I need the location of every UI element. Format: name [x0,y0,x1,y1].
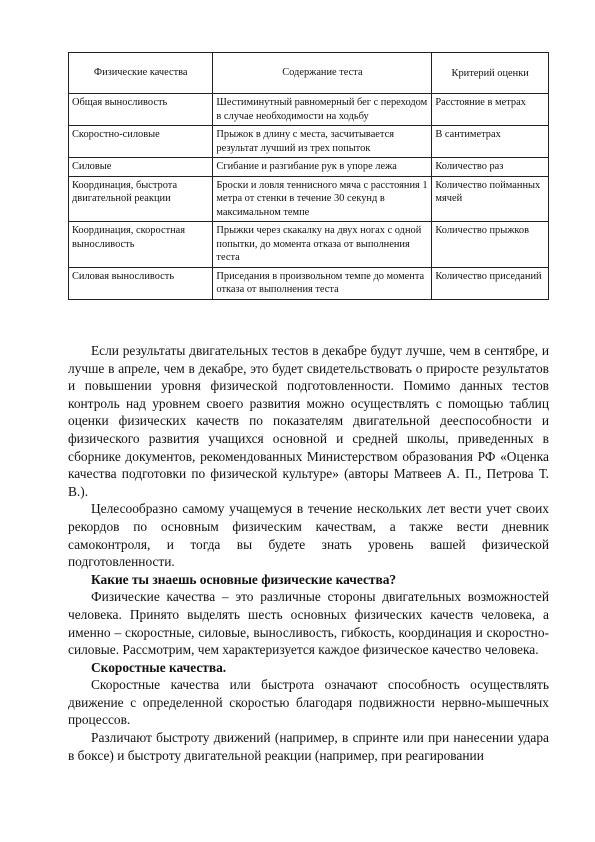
cell-test-content: Прыжок в длину с места, засчитывается результат лучший из трех попыток [213,126,432,158]
table-row [69,94,549,126]
body-text [68,342,549,764]
cell-quality: Координация, скоростная выносливость [69,222,213,268]
cell-test-content: Шестиминутный равномерный бег с переходом в случае необходимости на ходьбу [213,94,432,126]
paragraph: Различают быстроту движений (например, в спринте или при нанесении удара в боксе) и быстроту двигательной реакции (например, при реагировании [68,730,549,763]
cell-criterion: Расстояние в метрах [432,94,549,126]
paragraph: Физические качества – это различные стороны двигательных возможностей человека. Принято выделять шесть основных физических качеств человека, а именно – скоростные, силовые, выносливость, гибкость, координация и скоростно-силовые. Рассмотрим, чем характеризуется каждое физическое качество человека. [68,589,549,658]
cell-quality: Общая выносливость [69,94,213,126]
paragraph: Целесообразно самому учащемуся в течение нескольких лет вести учет своих рекордов по основным физическим качествам, а также вести дневник самоконтроля, и тогда вы будете знать уровень вашей физической подготовленности. [68,501,549,570]
cell-quality: Силовые [69,158,213,177]
paragraph: Если результаты двигательных тестов в декабре будут лучше, чем в сентябре, и лучше в апреле, чем в декабре, это будет свидетельствовать о приросте результатов и повышении уровня физической подготовленности. Помимо данных тестов контроль над уровнем своего развития можно осуществлять с помощью таблиц оценки физических качеств по показателям двигательной дееспособности и физического развития учащихся основной и средней школы, приведенных в сборнике документов, рекомендованных Министерством образования РФ «Оценка качества подготовки по физической культуре» (авторы Матвеев А. П., Петрова Т. В.). [68,343,549,499]
cell-test-content: Прыжки через скакалку на двух ногах с одной попытки, до момента отказа от выполнения теста [213,222,432,268]
section-heading: Скоростные качества. [91,659,227,675]
table-row [69,222,549,268]
table-row [69,158,549,177]
header-qualities: Физические качества [69,53,213,94]
cell-test-content: Приседания в произвольном темпе до момента отказа от выполнения теста [213,267,432,299]
table-row [69,176,549,222]
cell-quality: Скоростно-силовые [69,126,213,158]
cell-test-content: Сгибание и разгибание рук в упоре лежа [213,158,432,177]
cell-criterion: Количество прыжков [432,222,549,268]
header-test-content: Содержание теста [213,53,432,94]
cell-criterion: В сантиметрах [432,126,549,158]
tests-table [68,52,549,300]
cell-criterion: Количество раз [432,158,549,177]
cell-criterion: Количество приседаний [432,267,549,299]
section-heading: Какие ты знаешь основные физические качества? [91,571,397,587]
table-row [69,267,549,299]
cell-criterion: Количество пойманных мячей [432,176,549,222]
paragraph: Скоростные качества или быстрота означают способность осуществлять движение с определенной скоростью благодаря подвижности нервно-мышечных процессов. [68,677,549,728]
table-header-row [69,53,549,94]
cell-quality: Координация, быстрота двигательной реакции [69,176,213,222]
table-body [69,94,549,300]
header-criterion: Критерий оценки [432,53,549,94]
cell-quality: Силовая выносливость [69,267,213,299]
cell-test-content: Броски и ловля теннисного мяча с расстояния 1 метра от стенки в течение 30 секунд в максимальном темпе [213,176,432,222]
table-row [69,126,549,158]
